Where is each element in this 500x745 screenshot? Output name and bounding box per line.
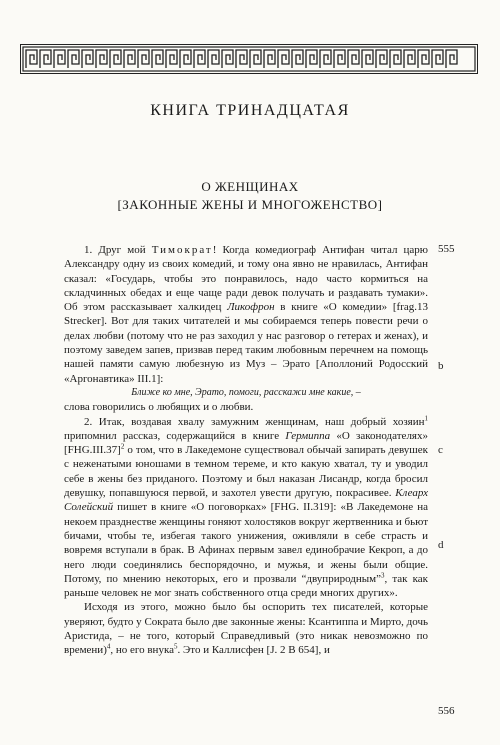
meander-unit: [292, 50, 303, 68]
body-text: [64, 243, 428, 658]
meander-unit: [390, 50, 401, 68]
verse-quote: Ближе ко мне, Эрато, помоги, расскажи мне какие, –: [131, 386, 361, 398]
greek-key-border: [20, 44, 478, 74]
margin-marker-d: d: [438, 539, 444, 551]
meander-unit: [376, 50, 387, 68]
meander-unit: [124, 50, 135, 68]
meander-unit: [152, 50, 163, 68]
meander-unit: [348, 50, 359, 68]
meander-unit: [180, 50, 191, 68]
meander-unit: [278, 50, 289, 68]
margin-page-556: 556: [438, 705, 455, 717]
meander-unit: [96, 50, 107, 68]
footnote-ref: 4: [106, 642, 111, 651]
section-heading: [0, 178, 500, 214]
meander-unit: [362, 50, 373, 68]
addressee-name: Тимократ: [151, 244, 213, 256]
meander-unit: [166, 50, 177, 68]
meander-unit: [446, 50, 457, 68]
margin-marker-c: c: [438, 444, 443, 456]
meander-unit: [82, 50, 93, 68]
section-subtitle: [ЗАКОННЫЕ ЖЕНЫ И МНОГОЖЕНСТВО]: [117, 197, 383, 212]
meander-unit: [54, 50, 65, 68]
meander-unit: [236, 50, 247, 68]
meander-unit: [306, 50, 317, 68]
meander-unit: [250, 50, 261, 68]
margin-marker-b: b: [438, 360, 444, 372]
paragraph-1: 1. Друг мой Тимократ! Когда комедиограф Антифан читал царю Александру одну из своих комедий, и тому она явно не нравилась, Антифан сказал: «Государь, чтобы это понравилось, надо часто кормиться на складчинных обедах и еще чаще ради девок получать и раздавать тумаки». Об этом рассказывает халкидец Ликофрон в книге «О комедии» [frag.13 Strecker]. Вот для таких читателей и мы собираемся теперь повести речи о делах любви (потому что не раз заходил у нас разговор о гетерах и женах), и поэтому заведем запев, призвав перед таким любовным перечнем на помощь нашей памяти самую любезную из Муз – Эрато [Аполлоний Родосский «Аргонавтика» III.1]:: [64, 244, 428, 385]
footnote-ref: 5: [174, 642, 178, 651]
meander-unit: [222, 50, 233, 68]
paragraph-3: Исходя из этого, можно было бы оспорить тех писателей, которые уверяют, будто у Сократа было две законные жены: Ксантиппа и Мирто, дочь Аристида, – не того, который Справедливый (это никак невозможно по времени)$^4$, но его внука$^5$. Это и Каллисфен [J. 2 B 654], и: [64, 601, 428, 657]
meander-unit: [264, 50, 275, 68]
meander-unit: [334, 50, 345, 68]
footnote-ref: 1: [424, 413, 428, 422]
meander-unit: [26, 50, 37, 68]
meander-unit: [138, 50, 149, 68]
section-title: О ЖЕНЩИНАХ: [201, 179, 299, 194]
margin-page-555: 555: [438, 243, 455, 255]
book-title: КНИГА ТРИНАДЦАТАЯ: [150, 102, 350, 119]
footnote-ref: 2: [120, 442, 125, 451]
verse-continuation: слова говорились о любящих и о любви.: [64, 401, 254, 414]
footnote-ref: 3: [380, 571, 385, 580]
meander-unit: [432, 50, 443, 68]
meander-unit: [320, 50, 331, 68]
meander-unit: [404, 50, 415, 68]
meander-unit: [418, 50, 429, 68]
paragraph-2: 2. Итак, воздавая хвалу замужним женщинам, наш добрый хозяин$^1$ припомнил рассказ, содержащийся в книге Гермиппа «О законодателях» $[FHG.III.37]^2$ о том, что в Лакедемоне существовал обычай запирать девушек с неженатыми юношами в темном тереме, и кто какую хватал, ту и уводил себе в жены без приданого. Поэтому и был наказан Лисандр, когда бросил девушку, попавшуюся первой, и захотел увести другую, покрасивее. Клеарх Солейский пишет в книге «О поговорках» [FHG. II.319]: «В Лакедемоне на некоем празднестве женщины гоняют холостяков вокруг жертвенника и бьют бичами, чтобы те, избегая такого унижения, оживляли в себе страсть и вовремя вступали в брак. В Афинах первым завел единобрачие Кекроп, а до него люди соединялись беспорядочно, и мужья, и жены были общие. Потому, по мнению некоторых, его и прозвали “двуприродным”$^3$, так как раньше человек не мог знать собственного отца среди многих других».: [64, 413, 429, 600]
meander-unit: [194, 50, 205, 68]
meander-unit: [110, 50, 121, 68]
meander-unit: [68, 50, 79, 68]
meander-unit: [40, 50, 51, 68]
meander-unit: [208, 50, 219, 68]
